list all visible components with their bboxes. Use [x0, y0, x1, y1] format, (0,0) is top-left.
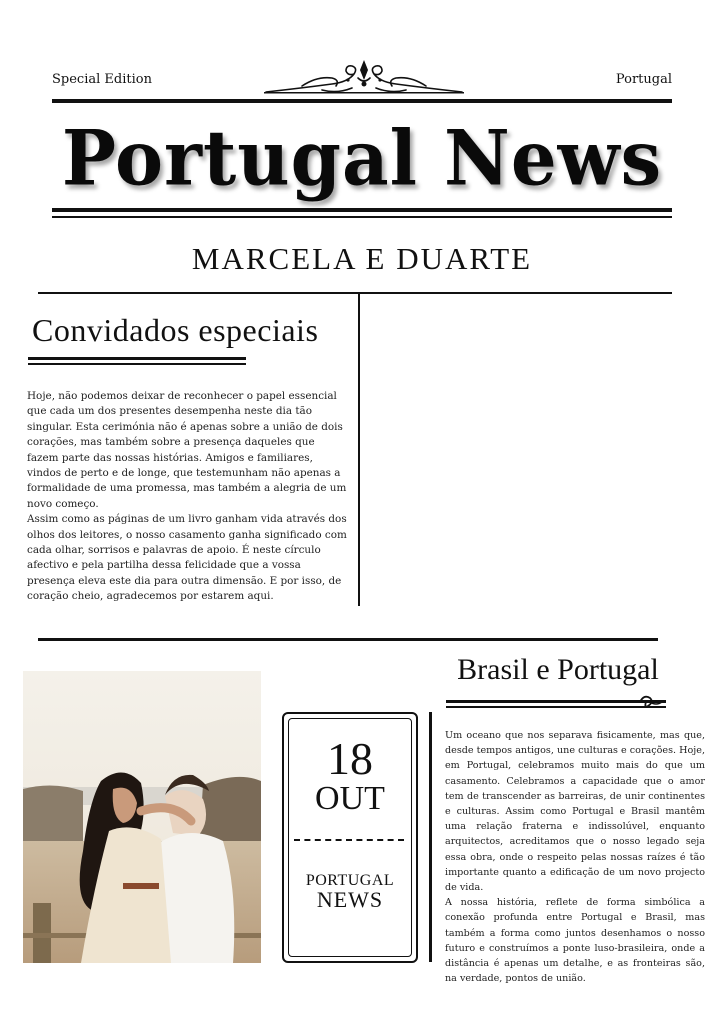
edition-label: Special Edition — [52, 72, 152, 87]
location-label: Portugal — [615, 72, 672, 87]
brasil-paragraph-1: Um oceano que nos separava fisicamente, mas que, desde tempos antigos, une culturas e corações. Hoje, em Portugal, celebramos muito mais do que um casamento. Celebramos a capacidade que o amor tem de transcender as barreiras, de unir continentes e culturas. Assim como Portugal e Brasil mantêm uma relação fraterna e indissolúvel, enquanto arquitectos, acreditamos que o nosso legado seja essa obra, onde o respeito pelas nossas raízes é tão importante quanto a edificação de um novo projecto de vida. — [445, 730, 705, 894]
masthead-title: Portugal News — [61, 112, 663, 203]
names-rule — [38, 292, 672, 294]
date-box-dashed-rule — [294, 839, 404, 841]
ornamental-flourish-icon — [262, 58, 466, 98]
section-title-rule-thin — [28, 363, 246, 365]
section2-title-rule-thin — [446, 706, 666, 708]
date-day: 18 — [327, 733, 373, 784]
masthead-rule-thick — [52, 208, 672, 212]
brasil-paragraph-2: A nossa história, reflete de forma simbólica a conexão profunda entre Portugal e Brasil, mas também a forma como juntos desenhamos o nosso futuro e construímos a ponte luso-brasileira, onde a distância é apenas um detalhe, e as fronteiras são, na verdade, pontos de união. — [445, 897, 705, 985]
top-rule — [52, 99, 672, 103]
section2-divider — [429, 712, 432, 962]
date-label-line1: PORTUGAL — [305, 872, 395, 889]
couple-names: MARCELA E DUARTE — [191, 241, 533, 276]
guests-article — [27, 389, 347, 605]
section2-title-rule-thick — [446, 700, 666, 703]
date-label-line2: NEWS — [316, 887, 384, 912]
couple-photo — [23, 671, 261, 963]
guests-paragraph-1: Hoje, não podemos deixar de reconhecer o papel essencial que cada um dos presentes desempenha neste dia tão singular. Esta cerimónia não é apenas sobre a união de dois corações, mas também sobre a presença daqueles que fazem parte das nossas histórias. Amigos e familiares, vindos de perto e de longe, que testemunham não apenas a formalidade de uma promessa, mas também a alegria de um novo começo. — [27, 390, 347, 510]
masthead-rule-thin — [52, 216, 672, 218]
guests-paragraph-2: Assim como as páginas de um livro ganham vida através dos olhos dos leitores, o nosso casamento ganha significado com cada olhar, sorrisos e palavras de apoio. É neste círculo afectivo e pela partilha dessa felicidade que a vossa presença eleva este dia para outra dimensão. E por isso, de coração cheio, agradecemos por estarem aqui. — [27, 513, 347, 603]
brasil-portugal-article — [445, 728, 705, 986]
date-box — [282, 712, 418, 963]
section-title-rule-thick — [28, 357, 246, 360]
section-title-brasil-portugal: Brasil e Portugal — [457, 653, 659, 686]
curl-flourish-icon — [636, 690, 666, 714]
column-divider — [358, 293, 360, 606]
section-title-guests: Convidados especiais — [32, 312, 319, 348]
date-month: OUT — [315, 780, 385, 817]
mid-rule — [38, 638, 658, 641]
